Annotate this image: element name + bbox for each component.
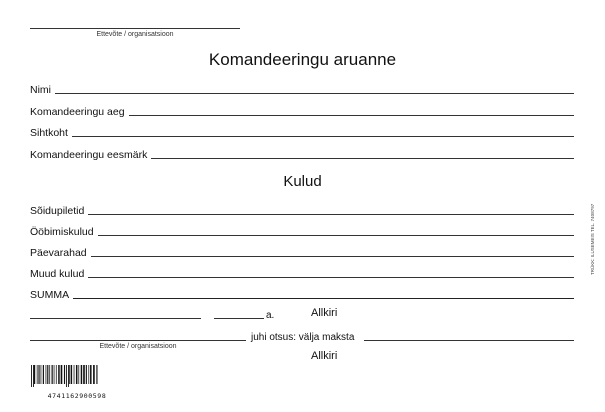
barcode-bar <box>76 365 78 384</box>
barcode-bar <box>58 365 60 384</box>
field-label: Nimi <box>30 84 51 96</box>
field-line <box>151 158 574 159</box>
barcode-bar <box>43 365 44 384</box>
field-label: Sihtkoht <box>30 127 68 139</box>
barcode-bar <box>90 365 92 384</box>
org-line-bottom <box>30 340 246 341</box>
expense-other[interactable] <box>30 264 574 280</box>
field-line <box>55 93 574 94</box>
barcode-bar <box>38 365 39 384</box>
expense-label: Muud kulud <box>30 268 85 280</box>
expense-tickets[interactable] <box>30 201 574 217</box>
barcode-bar <box>49 365 50 384</box>
date-line <box>214 318 264 319</box>
field-trip-purpose[interactable] <box>30 145 574 161</box>
barcode <box>30 365 124 400</box>
barcode-bar <box>46 365 47 384</box>
barcode-bar <box>56 365 57 384</box>
total-field[interactable] <box>30 285 574 301</box>
place-line <box>30 318 201 319</box>
expense-daily-allowance[interactable] <box>30 243 574 259</box>
field-line <box>72 136 574 137</box>
org-caption-bottom: Ettevõte / organisatsioon <box>99 343 177 350</box>
barcode-bar <box>66 365 67 387</box>
signature-label-bottom: Allkiri <box>311 350 338 362</box>
barcode-bars <box>30 365 124 387</box>
total-line <box>73 298 574 299</box>
field-line <box>129 115 574 116</box>
barcode-bar <box>78 365 79 384</box>
barcode-bar <box>34 365 35 384</box>
barcode-bar <box>96 365 97 384</box>
org-caption-top: Ettevõte / organisatsioon <box>96 31 174 38</box>
org-line-top <box>30 28 240 29</box>
expense-line <box>98 235 574 236</box>
year-suffix: a. <box>266 310 275 321</box>
expense-line <box>91 256 574 257</box>
expense-label: Sõidupiletid <box>30 205 85 217</box>
decision-label: juhi otsus: välja maksta <box>251 332 355 343</box>
barcode-bar <box>74 365 75 384</box>
barcode-bar <box>41 365 42 384</box>
total-label: SUMMA <box>30 289 70 301</box>
expense-line <box>88 214 574 215</box>
barcode-bar <box>52 365 53 384</box>
decision-line <box>364 340 574 341</box>
barcode-digits: 4741162900598 <box>47 392 107 400</box>
barcode-bar <box>31 365 32 387</box>
field-destination[interactable] <box>30 123 574 139</box>
expense-line <box>88 277 574 278</box>
barcode-bar <box>47 365 48 384</box>
expense-label: Päevarahad <box>30 247 87 259</box>
field-name[interactable] <box>30 80 574 96</box>
barcode-bar <box>93 365 95 384</box>
field-label: Komandeeringu eesmärk <box>30 149 148 161</box>
barcode-bar <box>33 365 34 387</box>
barcode-bar <box>68 365 69 387</box>
expense-label: Ööbimiskulud <box>30 226 94 238</box>
barcode-bar <box>88 365 89 384</box>
barcode-bar <box>54 365 55 384</box>
field-label: Komandeeringu aeg <box>30 106 125 118</box>
barcode-bar <box>61 365 63 384</box>
expense-accommodation[interactable] <box>30 222 574 238</box>
field-trip-period[interactable] <box>30 102 574 118</box>
section-title-expenses: Kulud <box>283 173 322 190</box>
barcode-bar <box>64 365 65 384</box>
barcode-bar <box>37 365 38 384</box>
barcode-bar <box>69 365 70 384</box>
barcode-bar <box>81 365 83 384</box>
barcode-bar <box>71 365 73 384</box>
signature-label: Allkiri <box>311 307 338 319</box>
barcode-bar <box>86 365 87 384</box>
barcode-bar <box>83 365 85 384</box>
document-title: Komandeeringu aruanne <box>208 50 397 69</box>
